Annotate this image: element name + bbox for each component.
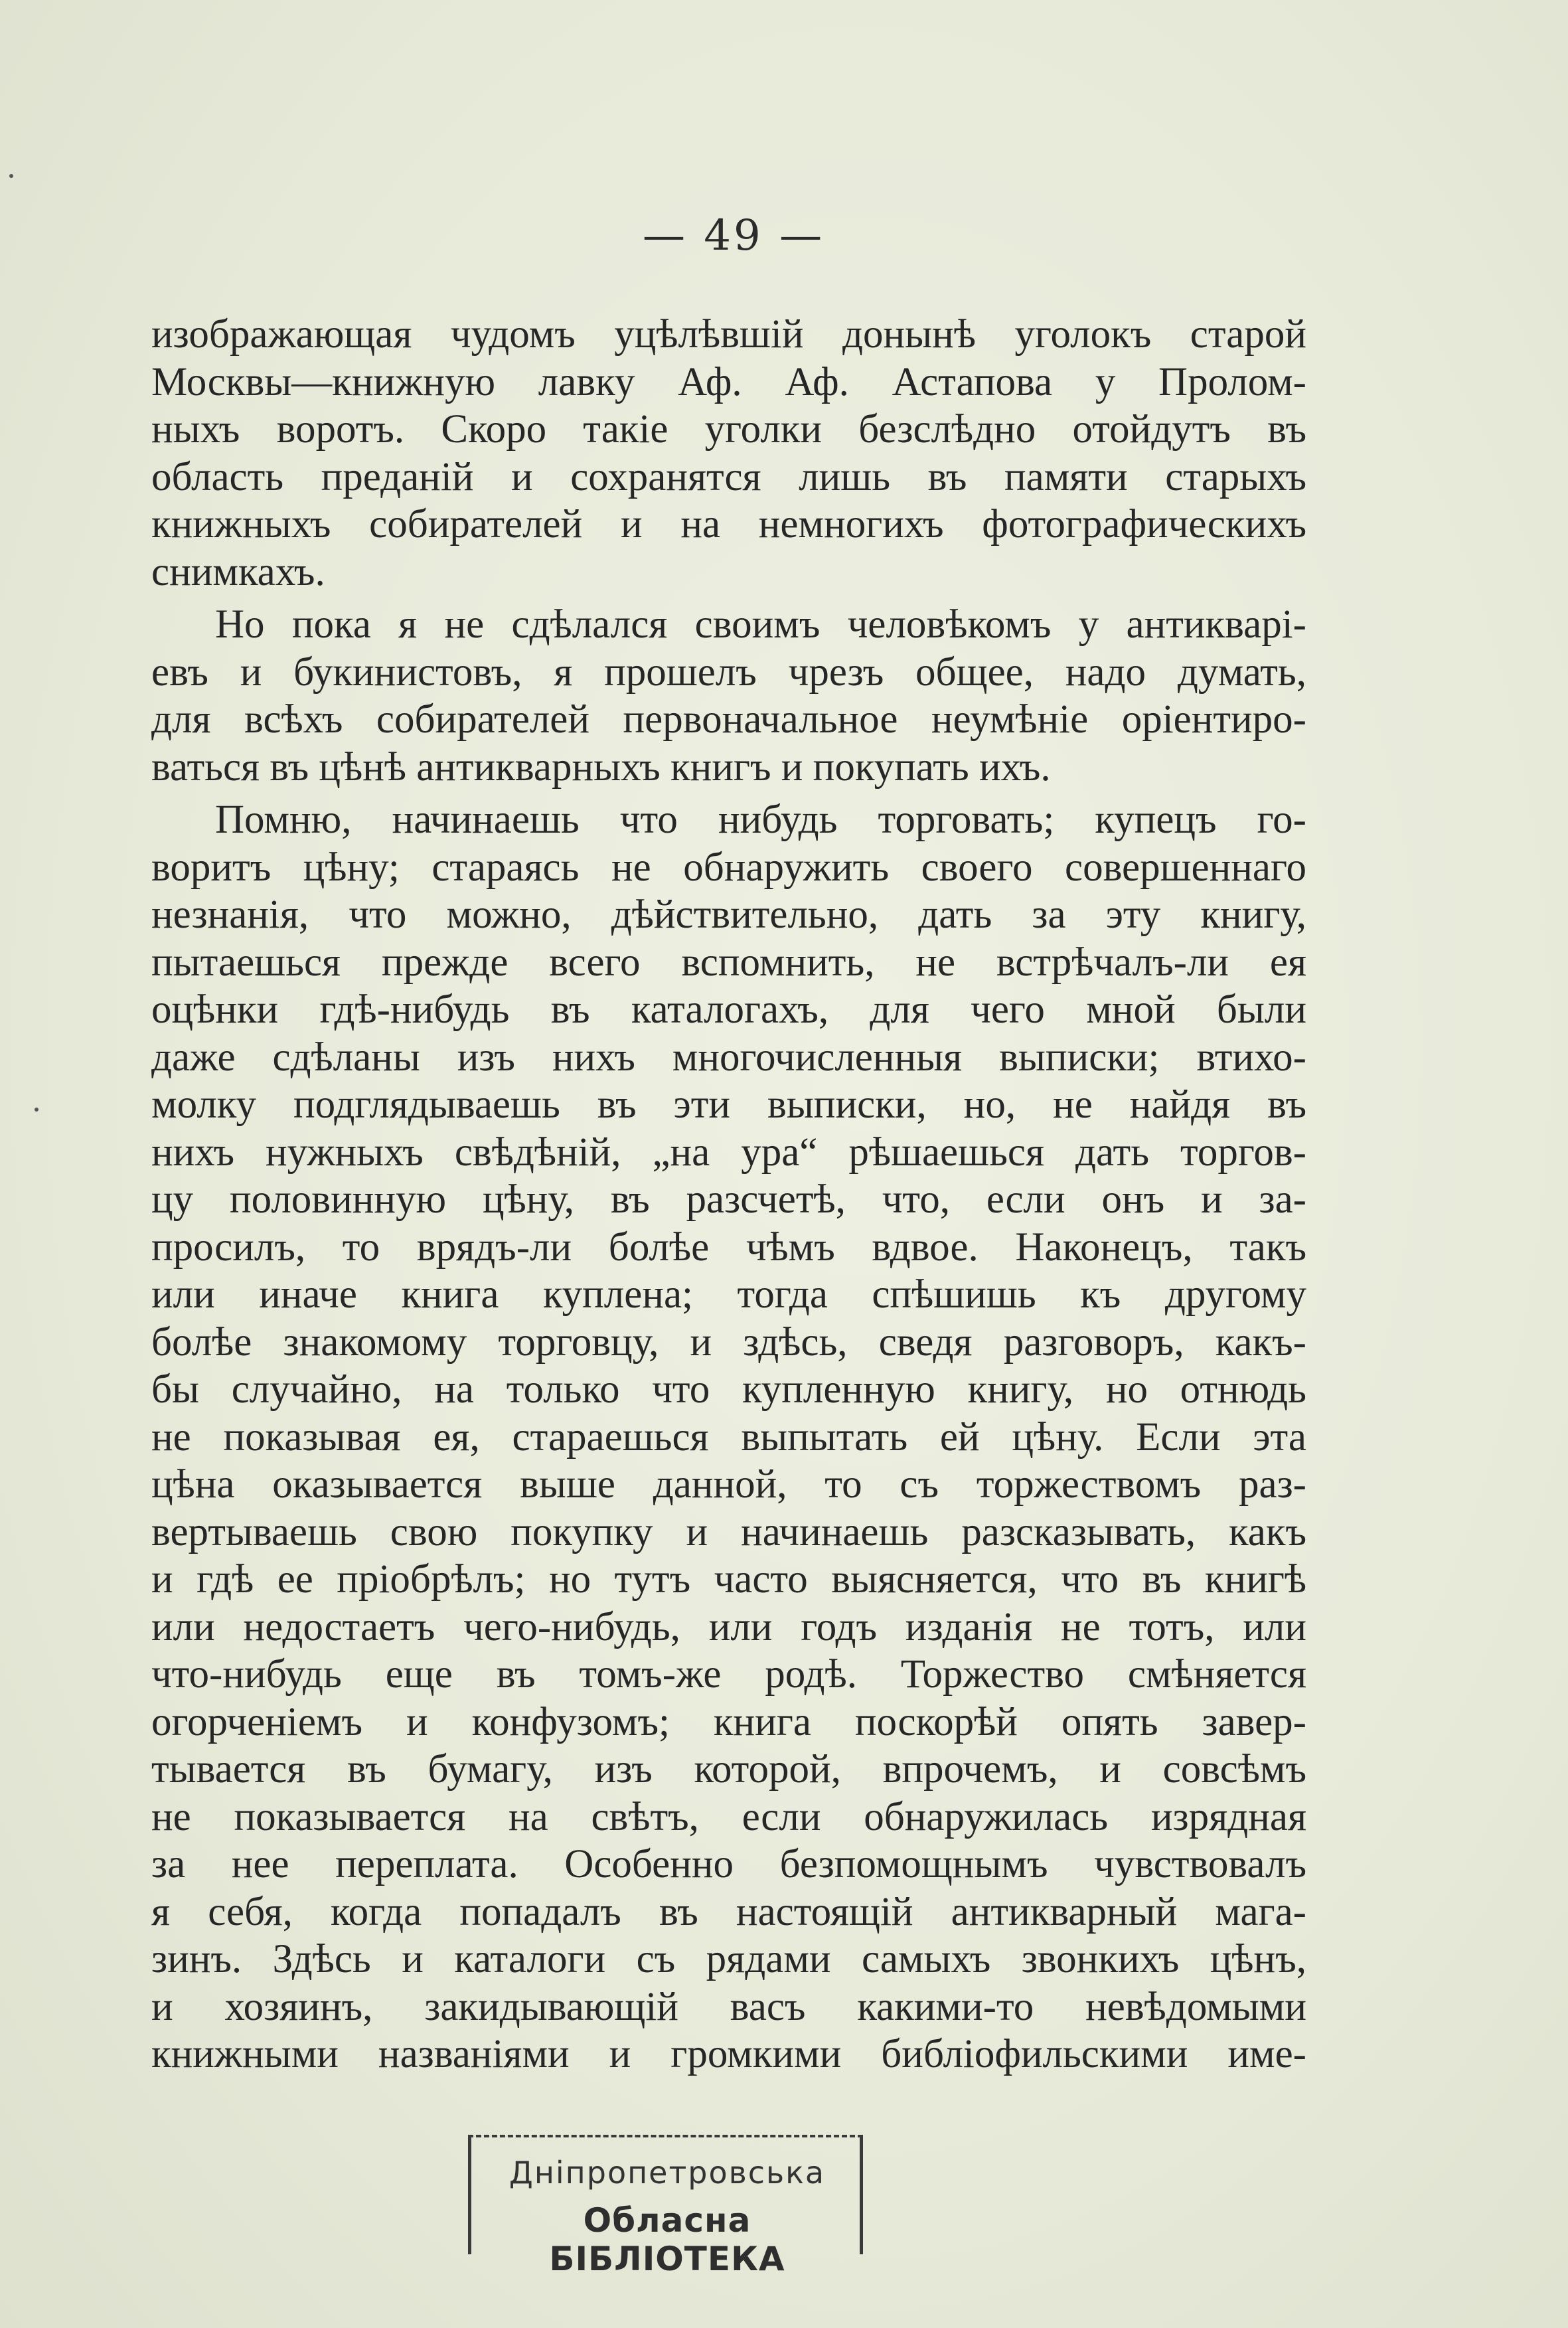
text-line: я себя, когда попадалъ въ настоящій антикварный мага- <box>151 1889 1306 1934</box>
text-line: книжными названіями и громкими библіофильскими име- <box>151 2032 1306 2076</box>
stamp-library-name: Обласна БІБЛІОТЕКА <box>549 2201 785 2278</box>
text-line: или недостаетъ чего-нибудь, или годъ изданія не тотъ, или <box>151 1604 1306 1649</box>
text-line: область преданій и сохранятся лишь въ памяти старыхъ <box>151 454 1306 499</box>
text-line: Москвы—книжную лавку Аф. Аф. Астапова у Пролом- <box>151 359 1306 404</box>
text-line: цѣна оказывается выше данной, то съ торжествомъ раз- <box>151 1462 1306 1507</box>
text-line: цу половинную цѣну, въ разсчетѣ, что, если онъ и за- <box>151 1177 1306 1222</box>
text-line: просилъ, то врядъ-ли болѣе чѣмъ вдвое. Наконецъ, такъ <box>151 1224 1306 1270</box>
text-line: для всѣхъ собирателей первоначальное неумѣніе оріентиро- <box>151 697 1306 742</box>
stamp-library-city: Дніпропетровська <box>509 2155 826 2191</box>
text-line: зинъ. Здѣсь и каталоги съ рядами самыхъ звонкихъ цѣнъ, <box>151 1937 1306 1981</box>
text-line: не показывая ея, стараешься выпытать ей цѣну. Если эта <box>151 1414 1306 1459</box>
text-line: воритъ цѣну; стараясь не обнаружить своего совершеннаго <box>151 845 1306 890</box>
paragraph-1 <box>151 311 1306 596</box>
text-line: даже сдѣланы изъ нихъ многочисленныя выписки; втихо- <box>151 1035 1306 1080</box>
text-line: евъ и букинистовъ, я прошелъ чрезъ общее, надо думать, <box>151 649 1306 695</box>
text-line: оцѣнки гдѣ-нибудь въ каталогахъ, для чего мной были <box>151 987 1306 1032</box>
text-line: незнанія, что можно, дѣйствительно, дать за эту книгу, <box>151 892 1306 937</box>
text-line: Помню, начинаешь что нибудь торговать; купецъ го- <box>215 797 1306 842</box>
text-line: что-нибудь еще въ томъ-же родѣ. Торжество смѣняется <box>151 1652 1306 1697</box>
text-line: ныхъ воротъ. Скоро такіе уголки безслѣдно отойдутъ въ <box>151 407 1306 452</box>
text-line: тывается въ бумагу, изъ которой, впрочемъ, и совсѣмъ <box>151 1747 1306 1791</box>
paragraph-2 <box>151 601 1306 791</box>
text-line: и гдѣ ее пріобрѣлъ; но тутъ часто выясняется, что въ книгѣ <box>151 1557 1306 1602</box>
text-line: болѣе знакомому торговцу, и здѣсь, сведя разговоръ, какъ- <box>151 1319 1306 1365</box>
text-line: Но пока я не сдѣлался своимъ человѣкомъ у антикварі- <box>215 602 1306 647</box>
page-number: — 49 — <box>642 211 825 260</box>
library-stamp <box>468 2135 863 2278</box>
text-line: пытаешься прежде всего вспомнить, не встрѣчалъ-ли ея <box>151 940 1306 985</box>
text-line: молку подглядываешь въ эти выписки, но, не найдя въ <box>151 1082 1306 1127</box>
text-line: и хозяинъ, закидывающій васъ какими-то невѣдомыми <box>151 1984 1306 2029</box>
text-line: книжныхъ собирателей и на немногихъ фотографическихъ <box>151 502 1306 546</box>
text-line: вертываешь свою покупку и начинаешь разсказывать, какъ <box>151 1509 1306 1554</box>
paper-speck <box>9 174 13 178</box>
text-line: снимкахъ. <box>151 549 325 594</box>
text-line: ваться въ цѣнѣ антикварныхъ книгъ и покупать ихъ. <box>151 744 1051 790</box>
text-line: за нее переплата. Особенно безпомощнымъ чувствовалъ <box>151 1842 1306 1886</box>
text-line: бы случайно, на только что купленную книгу, но отнюдь <box>151 1367 1306 1412</box>
text-line: или иначе книга куплена; тогда спѣшишь къ другому <box>151 1272 1306 1317</box>
body-text <box>151 311 1306 2078</box>
paper-speck <box>35 1108 39 1112</box>
text-line: не показывается на свѣтъ, если обнаружилась изрядная <box>151 1794 1306 1839</box>
text-line: изображающая чудомъ уцѣлѣвшій донынѣ уголокъ старой <box>151 312 1306 357</box>
paragraph-3 <box>151 796 1306 2078</box>
text-line: огорченіемъ и конфузомъ; книга поскорѣй опять завер- <box>151 1699 1306 1744</box>
text-line: нихъ нужныхъ свѣдѣній, „на ура“ рѣшаешься дать торгов- <box>151 1129 1306 1175</box>
